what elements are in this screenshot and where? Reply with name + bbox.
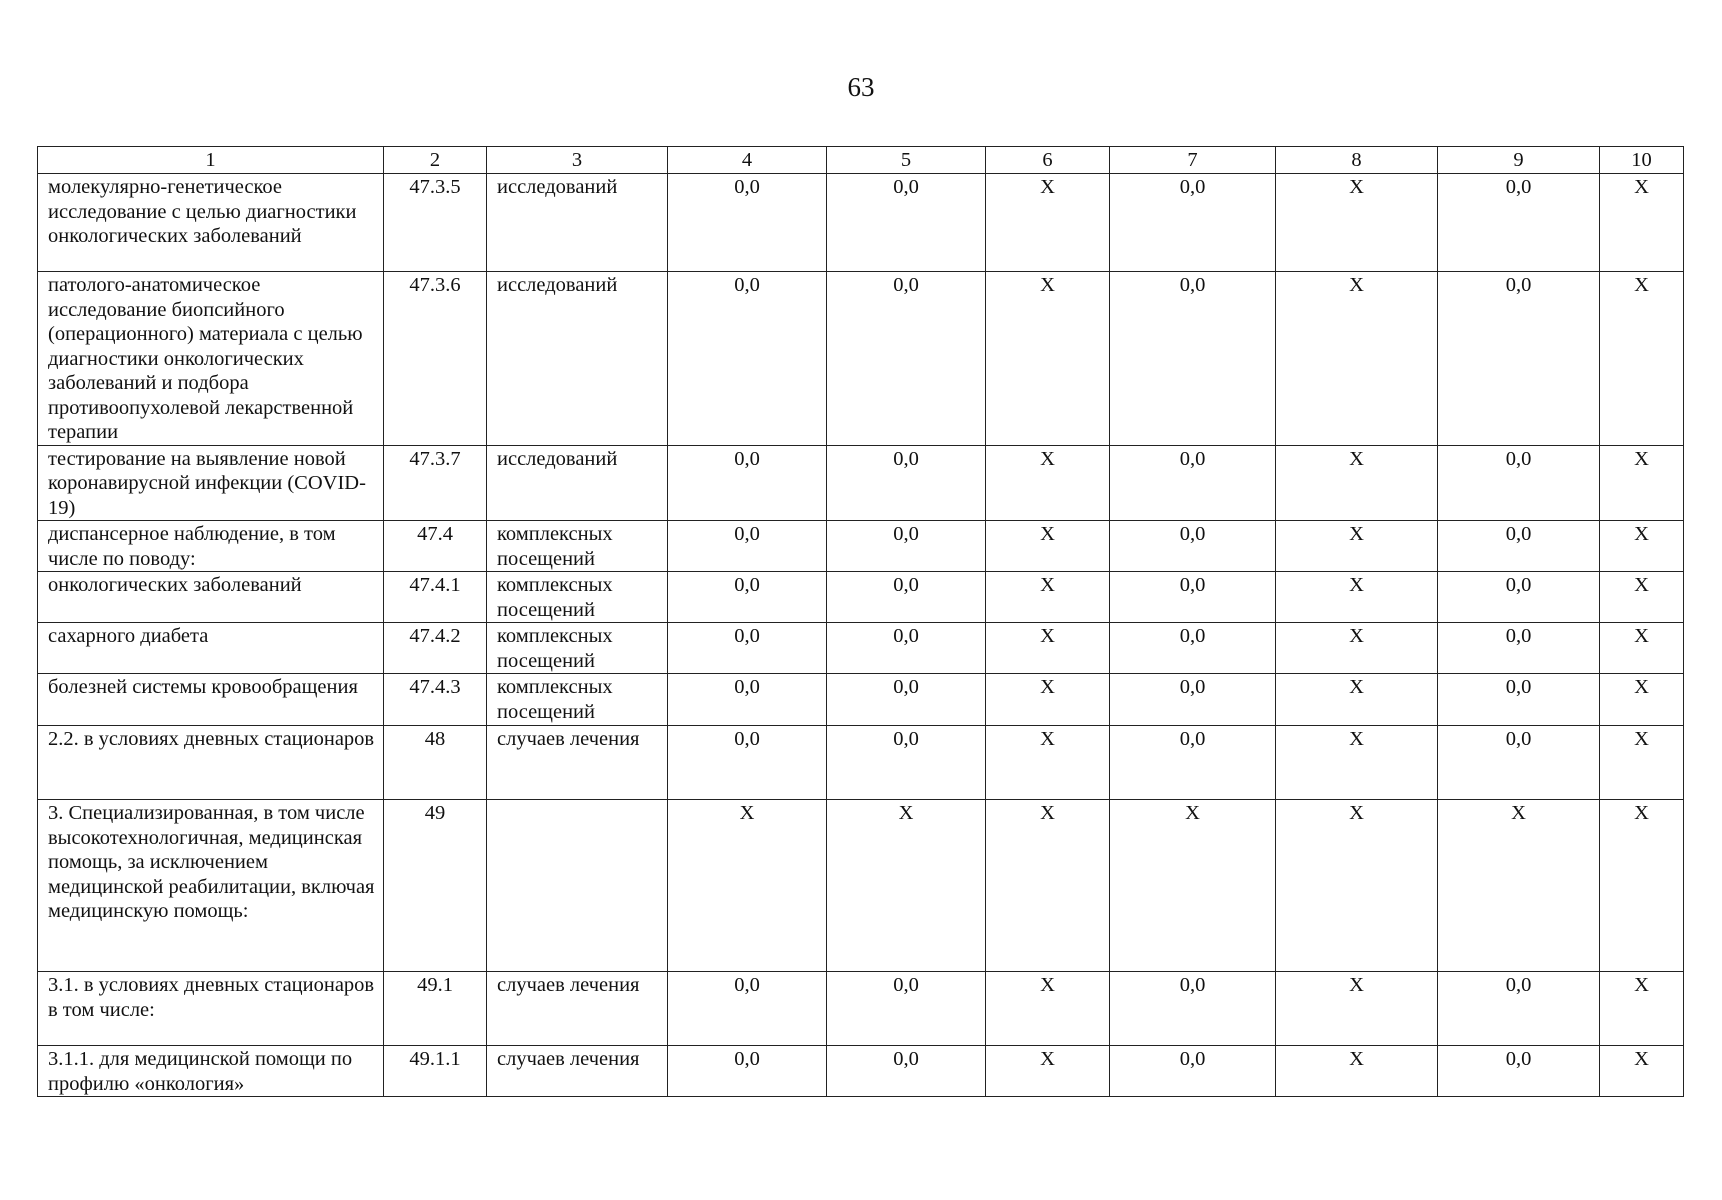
cell-col9: 0,0 bbox=[1438, 623, 1600, 674]
row-code: 48 bbox=[384, 726, 487, 800]
cell-col8: X bbox=[1276, 623, 1438, 674]
row-code: 47.3.5 bbox=[384, 174, 487, 272]
cell-col9: 0,0 bbox=[1438, 174, 1600, 272]
cell-col10: X bbox=[1600, 174, 1684, 272]
row-unit: случаев лечения bbox=[487, 1046, 668, 1097]
row-label: болезней системы кровообращения bbox=[38, 674, 384, 726]
page-number: 63 bbox=[847, 72, 875, 102]
cell-col8: X bbox=[1276, 521, 1438, 572]
row-label: молекулярно-генетическое исследование с целью диагностики онкологических заболеваний bbox=[38, 174, 384, 272]
row-unit: случаев лечения bbox=[487, 972, 668, 1046]
cell-col9: 0,0 bbox=[1438, 1046, 1600, 1097]
cell-col6: X bbox=[986, 272, 1110, 446]
cell-col6: X bbox=[986, 972, 1110, 1046]
cell-col10: X bbox=[1600, 623, 1684, 674]
cell-col7: 0,0 bbox=[1110, 521, 1276, 572]
cell-col4: 0,0 bbox=[668, 174, 827, 272]
cell-col5: 0,0 bbox=[827, 674, 986, 726]
table-row bbox=[38, 272, 1684, 446]
cell-col9: 0,0 bbox=[1438, 521, 1600, 572]
cell-col4: 0,0 bbox=[668, 972, 827, 1046]
cell-col7: 0,0 bbox=[1110, 445, 1276, 521]
cell-col7: 0,0 bbox=[1110, 674, 1276, 726]
cell-col7: X bbox=[1110, 800, 1276, 972]
column-number: 2 bbox=[384, 147, 487, 174]
cell-col8: X bbox=[1276, 726, 1438, 800]
cell-col4: 0,0 bbox=[668, 1046, 827, 1097]
row-code: 49.1 bbox=[384, 972, 487, 1046]
cell-col10: X bbox=[1600, 972, 1684, 1046]
cell-col4: 0,0 bbox=[668, 572, 827, 623]
cell-col10: X bbox=[1600, 800, 1684, 972]
row-unit bbox=[487, 800, 668, 972]
row-code: 47.3.6 bbox=[384, 272, 487, 446]
row-unit: комплексных посещений bbox=[487, 572, 668, 623]
cell-col10: X bbox=[1600, 572, 1684, 623]
cell-col6: X bbox=[986, 445, 1110, 521]
row-unit: комплексных посещений bbox=[487, 674, 668, 726]
table-row bbox=[38, 800, 1684, 972]
table-row bbox=[38, 521, 1684, 572]
column-number: 9 bbox=[1438, 147, 1600, 174]
column-number-row bbox=[38, 147, 1684, 174]
cell-col5: 0,0 bbox=[827, 623, 986, 674]
cell-col8: X bbox=[1276, 272, 1438, 446]
row-label: диспансерное наблюдение, в том числе по поводу: bbox=[38, 521, 384, 572]
column-number: 7 bbox=[1110, 147, 1276, 174]
row-label: 3. Специализированная, в том числе высокотехнологичная, медицинская помощь, за исключением медицинской реабилитации, включая медицинскую помощь: bbox=[38, 800, 384, 972]
column-number: 3 bbox=[487, 147, 668, 174]
cell-col8: X bbox=[1276, 1046, 1438, 1097]
column-number: 5 bbox=[827, 147, 986, 174]
cell-col8: X bbox=[1276, 174, 1438, 272]
cell-col7: 0,0 bbox=[1110, 174, 1276, 272]
row-code: 47.4 bbox=[384, 521, 487, 572]
row-label: 3.1. в условиях дневных стационаров в том числе: bbox=[38, 972, 384, 1046]
row-label: патолого-анатомическое исследование биопсийного (операционного) материала с целью диагностики онкологических заболеваний и подбора противоопухолевой лекарственной терапии bbox=[38, 272, 384, 446]
row-unit: исследований bbox=[487, 174, 668, 272]
cell-col5: 0,0 bbox=[827, 521, 986, 572]
cell-col5: 0,0 bbox=[827, 1046, 986, 1097]
cell-col10: X bbox=[1600, 521, 1684, 572]
row-code: 47.3.7 bbox=[384, 445, 487, 521]
cell-col4: 0,0 bbox=[668, 272, 827, 446]
cell-col5: 0,0 bbox=[827, 572, 986, 623]
cell-col10: X bbox=[1600, 726, 1684, 800]
cell-col4: 0,0 bbox=[668, 674, 827, 726]
cell-col6: X bbox=[986, 800, 1110, 972]
table-row bbox=[38, 972, 1684, 1046]
cell-col4: X bbox=[668, 800, 827, 972]
cell-col9: 0,0 bbox=[1438, 972, 1600, 1046]
cell-col6: X bbox=[986, 572, 1110, 623]
cell-col7: 0,0 bbox=[1110, 572, 1276, 623]
cell-col8: X bbox=[1276, 800, 1438, 972]
table-row bbox=[38, 726, 1684, 800]
cell-col4: 0,0 bbox=[668, 726, 827, 800]
cell-col7: 0,0 bbox=[1110, 623, 1276, 674]
cell-col4: 0,0 bbox=[668, 521, 827, 572]
cell-col7: 0,0 bbox=[1110, 726, 1276, 800]
cell-col10: X bbox=[1600, 445, 1684, 521]
cell-col6: X bbox=[986, 623, 1110, 674]
cell-col10: X bbox=[1600, 674, 1684, 726]
row-unit: комплексных посещений bbox=[487, 623, 668, 674]
cell-col6: X bbox=[986, 674, 1110, 726]
cell-col7: 0,0 bbox=[1110, 1046, 1276, 1097]
column-number: 10 bbox=[1600, 147, 1684, 174]
row-label: тестирование на выявление новой коронавирусной инфекции (COVID-19) bbox=[38, 445, 384, 521]
cell-col10: X bbox=[1600, 1046, 1684, 1097]
cell-col5: 0,0 bbox=[827, 174, 986, 272]
cell-col7: 0,0 bbox=[1110, 272, 1276, 446]
row-label: 2.2. в условиях дневных стационаров bbox=[38, 726, 384, 800]
cell-col9: 0,0 bbox=[1438, 272, 1600, 446]
cell-col10: X bbox=[1600, 272, 1684, 446]
cell-col7: 0,0 bbox=[1110, 972, 1276, 1046]
row-label: сахарного диабета bbox=[38, 623, 384, 674]
column-number: 4 bbox=[668, 147, 827, 174]
cell-col6: X bbox=[986, 726, 1110, 800]
row-label: 3.1.1. для медицинской помощи по профилю «онкология» bbox=[38, 1046, 384, 1097]
table-row bbox=[38, 174, 1684, 272]
cell-col4: 0,0 bbox=[668, 623, 827, 674]
row-code: 49 bbox=[384, 800, 487, 972]
table-row bbox=[38, 674, 1684, 726]
column-number: 6 bbox=[986, 147, 1110, 174]
cell-col8: X bbox=[1276, 445, 1438, 521]
cell-col9: X bbox=[1438, 800, 1600, 972]
cell-col5: 0,0 bbox=[827, 726, 986, 800]
cell-col5: X bbox=[827, 800, 986, 972]
table-row bbox=[38, 623, 1684, 674]
cell-col9: 0,0 bbox=[1438, 445, 1600, 521]
column-number: 1 bbox=[38, 147, 384, 174]
cell-col5: 0,0 bbox=[827, 972, 986, 1046]
row-code: 47.4.3 bbox=[384, 674, 487, 726]
cell-col5: 0,0 bbox=[827, 445, 986, 521]
cell-col6: X bbox=[986, 521, 1110, 572]
cell-col6: X bbox=[986, 174, 1110, 272]
data-table bbox=[37, 146, 1684, 1097]
row-label: онкологических заболеваний bbox=[38, 572, 384, 623]
row-code: 49.1.1 bbox=[384, 1046, 487, 1097]
table-row bbox=[38, 1046, 1684, 1097]
cell-col4: 0,0 bbox=[668, 445, 827, 521]
row-unit: исследований bbox=[487, 272, 668, 446]
cell-col5: 0,0 bbox=[827, 272, 986, 446]
cell-col8: X bbox=[1276, 572, 1438, 623]
row-code: 47.4.1 bbox=[384, 572, 487, 623]
cell-col8: X bbox=[1276, 674, 1438, 726]
cell-col9: 0,0 bbox=[1438, 572, 1600, 623]
table-row bbox=[38, 445, 1684, 521]
cell-col8: X bbox=[1276, 972, 1438, 1046]
cell-col9: 0,0 bbox=[1438, 674, 1600, 726]
row-unit: комплексных посещений bbox=[487, 521, 668, 572]
cell-col9: 0,0 bbox=[1438, 726, 1600, 800]
column-number: 8 bbox=[1276, 147, 1438, 174]
row-code: 47.4.2 bbox=[384, 623, 487, 674]
table-row bbox=[38, 572, 1684, 623]
row-unit: исследований bbox=[487, 445, 668, 521]
cell-col6: X bbox=[986, 1046, 1110, 1097]
row-unit: случаев лечения bbox=[487, 726, 668, 800]
